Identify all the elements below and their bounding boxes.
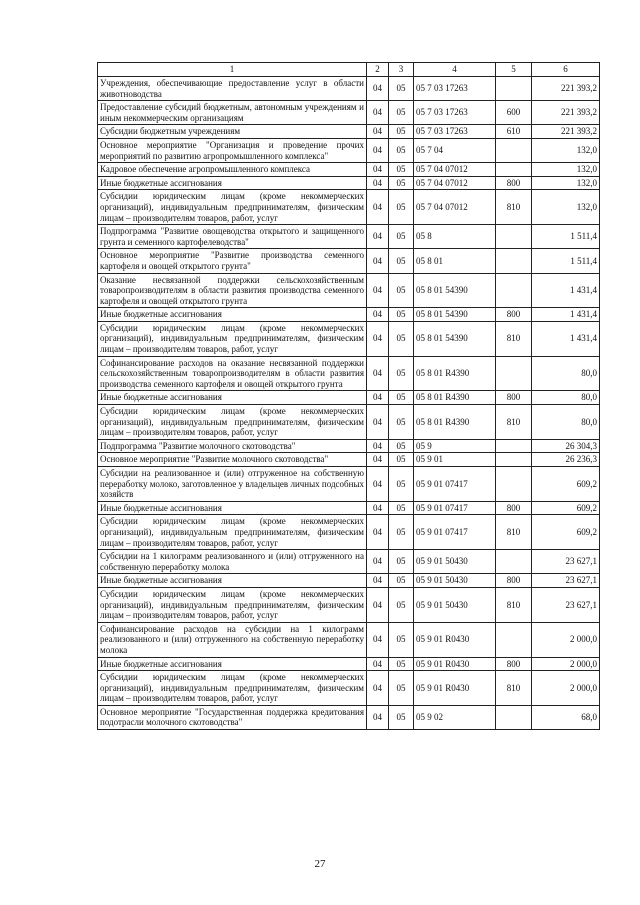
row-section-cell: 04 [367,405,389,440]
row-subsection-cell: 05 [389,391,414,405]
row-name-cell: Субсидии бюджетным учреждениям [98,125,367,139]
row-subsection-cell: 05 [389,574,414,588]
row-name-cell: Иные бюджетные ассигнования [98,501,367,515]
row-subsection-cell: 05 [389,356,414,391]
table-row [98,77,600,101]
table-row [98,622,600,657]
row-target-code-cell: 05 8 01 R4390 [414,391,496,405]
row-section-cell: 04 [367,125,389,139]
row-amount-cell: 26 236,3 [532,453,600,467]
row-amount-cell: 1 431,4 [532,308,600,322]
row-expense-type-cell [496,138,532,162]
header-col-1: 1 [98,63,367,77]
row-amount-cell: 2 000,0 [532,622,600,657]
row-expense-type-cell: 810 [496,405,532,440]
table-row [98,138,600,162]
row-target-code-cell: 05 9 02 [414,705,496,729]
row-expense-type-cell: 800 [496,176,532,190]
row-target-code-cell: 05 9 01 R0430 [414,671,496,706]
table-row [98,405,600,440]
row-subsection-cell: 05 [389,587,414,622]
row-target-code-cell: 05 8 01 R4390 [414,405,496,440]
row-target-code-cell: 05 8 01 54390 [414,321,496,356]
row-expense-type-cell [496,439,532,453]
row-section-cell: 04 [367,356,389,391]
row-amount-cell: 1 431,4 [532,273,600,308]
row-target-code-cell: 05 8 01 54390 [414,273,496,308]
table-row [98,391,600,405]
row-subsection-cell: 05 [389,550,414,574]
row-subsection-cell: 05 [389,671,414,706]
row-subsection-cell: 05 [389,657,414,671]
row-expense-type-cell: 800 [496,308,532,322]
row-section-cell: 04 [367,439,389,453]
row-target-code-cell: 05 9 01 R0430 [414,657,496,671]
row-subsection-cell: 05 [389,125,414,139]
row-expense-type-cell: 810 [496,321,532,356]
budget-table [97,62,600,730]
row-expense-type-cell: 800 [496,657,532,671]
row-expense-type-cell: 810 [496,190,532,225]
row-subsection-cell: 05 [389,439,414,453]
row-subsection-cell: 05 [389,467,414,502]
table-row [98,671,600,706]
row-amount-cell: 23 627,1 [532,574,600,588]
table-row [98,574,600,588]
table-row [98,225,600,249]
row-section-cell: 04 [367,453,389,467]
table-row [98,453,600,467]
row-section-cell: 04 [367,138,389,162]
row-subsection-cell: 05 [389,622,414,657]
row-subsection-cell: 05 [389,101,414,125]
row-amount-cell: 2 000,0 [532,671,600,706]
row-subsection-cell: 05 [389,225,414,249]
table-row [98,515,600,550]
row-name-cell: Основное мероприятие "Развитие производства семенного картофеля и овощей открытого грунта" [98,249,367,273]
row-target-code-cell: 05 7 03 17263 [414,101,496,125]
row-name-cell: Предоставление субсидий бюджетным, автономным учреждениям и иным некоммерческим организациям [98,101,367,125]
row-amount-cell: 1 511,4 [532,249,600,273]
header-col-2: 2 [367,63,389,77]
row-section-cell: 04 [367,176,389,190]
row-expense-type-cell [496,163,532,177]
row-name-cell: Основное мероприятие "Государственная поддержка кредитования подотрасли молочного скотоводства" [98,705,367,729]
row-section-cell: 04 [367,501,389,515]
row-section-cell: 04 [367,321,389,356]
table-row [98,249,600,273]
row-amount-cell: 26 304,3 [532,439,600,453]
row-expense-type-cell: 810 [496,671,532,706]
row-amount-cell: 1 511,4 [532,225,600,249]
row-subsection-cell: 05 [389,273,414,308]
row-target-code-cell: 05 7 04 07012 [414,176,496,190]
row-amount-cell: 23 627,1 [532,550,600,574]
table-row [98,176,600,190]
row-section-cell: 04 [367,574,389,588]
row-expense-type-cell [496,705,532,729]
row-expense-type-cell: 800 [496,501,532,515]
row-subsection-cell: 05 [389,453,414,467]
row-section-cell: 04 [367,225,389,249]
row-expense-type-cell [496,77,532,101]
row-amount-cell: 68,0 [532,705,600,729]
row-section-cell: 04 [367,273,389,308]
row-section-cell: 04 [367,705,389,729]
page-number: 27 [314,858,326,870]
row-expense-type-cell [496,249,532,273]
row-subsection-cell: 05 [389,176,414,190]
row-name-cell: Иные бюджетные ассигнования [98,391,367,405]
row-name-cell: Иные бюджетные ассигнования [98,574,367,588]
table-row [98,467,600,502]
row-amount-cell: 80,0 [532,391,600,405]
row-name-cell: Субсидии юридическим лицам (кроме некоммерческих организаций), индивидуальным предпринимателям, физическим лицам – производителям товаров, работ, услуг [98,515,367,550]
row-subsection-cell: 05 [389,501,414,515]
row-name-cell: Субсидии на реализованное и (или) отгруженное на собственную переработку молоко, заготовленное у владельцев личных подсобных хозяйств [98,467,367,502]
row-amount-cell: 132,0 [532,176,600,190]
row-name-cell: Субсидии юридическим лицам (кроме некоммерческих организаций), индивидуальным предпринимателям, физическим лицам – производителям товаров, работ, услуг [98,405,367,440]
table-header-row [98,63,600,77]
row-section-cell: 04 [367,249,389,273]
row-amount-cell: 132,0 [532,163,600,177]
row-amount-cell: 221 393,2 [532,125,600,139]
row-amount-cell: 1 431,4 [532,321,600,356]
table-row [98,273,600,308]
row-section-cell: 04 [367,77,389,101]
row-expense-type-cell [496,622,532,657]
row-amount-cell: 609,2 [532,515,600,550]
row-amount-cell: 221 393,2 [532,101,600,125]
row-subsection-cell: 05 [389,405,414,440]
row-target-code-cell: 05 9 01 50430 [414,587,496,622]
row-expense-type-cell [496,356,532,391]
row-name-cell: Оказание несвязанной поддержки сельскохозяйственным товаропроизводителям в области развития производства семенного картофеля и овощей открытого грунта [98,273,367,308]
row-expense-type-cell [496,467,532,502]
row-amount-cell: 132,0 [532,190,600,225]
row-section-cell: 04 [367,163,389,177]
table-body [98,77,600,730]
row-target-code-cell: 05 9 01 07417 [414,467,496,502]
row-amount-cell: 609,2 [532,467,600,502]
table-row [98,125,600,139]
row-expense-type-cell: 800 [496,574,532,588]
row-expense-type-cell [496,225,532,249]
row-target-code-cell: 05 9 [414,439,496,453]
row-expense-type-cell: 810 [496,515,532,550]
row-target-code-cell: 05 9 01 50430 [414,574,496,588]
table-row [98,321,600,356]
row-name-cell: Иные бюджетные ассигнования [98,657,367,671]
row-subsection-cell: 05 [389,705,414,729]
row-expense-type-cell: 610 [496,125,532,139]
row-section-cell: 04 [367,308,389,322]
row-name-cell: Основное мероприятие "Организация и проведение прочих мероприятий по развитию агропромышленного комплекса" [98,138,367,162]
row-target-code-cell: 05 8 01 [414,249,496,273]
row-name-cell: Подпрограмма "Развитие овощеводства открытого и защищенного грунта и семенного картофелеводства" [98,225,367,249]
row-target-code-cell: 05 9 01 07417 [414,501,496,515]
row-section-cell: 04 [367,671,389,706]
table-row [98,705,600,729]
row-name-cell: Подпрограмма "Развитие молочного скотоводства" [98,439,367,453]
row-target-code-cell: 05 8 01 R4390 [414,356,496,391]
row-target-code-cell: 05 9 01 [414,453,496,467]
row-subsection-cell: 05 [389,308,414,322]
table-row [98,439,600,453]
row-name-cell: Софинансирование расходов на субсидии на 1 килограмм реализованного и (или) отгруженного на собственную переработку молока [98,622,367,657]
row-amount-cell: 2 000,0 [532,657,600,671]
row-section-cell: 04 [367,467,389,502]
row-name-cell: Субсидии юридическим лицам (кроме некоммерческих организаций), индивидуальным предпринимателям, физическим лицам – производителям товаров, работ, услуг [98,190,367,225]
row-name-cell: Основное мероприятие "Развитие молочного скотоводства" [98,453,367,467]
row-section-cell: 04 [367,515,389,550]
row-amount-cell: 221 393,2 [532,77,600,101]
row-amount-cell: 609,2 [532,501,600,515]
row-target-code-cell: 05 8 [414,225,496,249]
row-section-cell: 04 [367,190,389,225]
row-name-cell: Иные бюджетные ассигнования [98,176,367,190]
row-amount-cell: 132,0 [532,138,600,162]
header-col-5: 5 [496,63,532,77]
row-target-code-cell: 05 8 01 54390 [414,308,496,322]
row-expense-type-cell [496,273,532,308]
row-subsection-cell: 05 [389,77,414,101]
row-name-cell: Субсидии юридическим лицам (кроме некоммерческих организаций), индивидуальным предпринимателям, физическим лицам – производителям товаров, работ, услуг [98,321,367,356]
header-col-3: 3 [389,63,414,77]
table-row [98,356,600,391]
row-section-cell: 04 [367,101,389,125]
table-row [98,190,600,225]
row-subsection-cell: 05 [389,138,414,162]
table-row [98,501,600,515]
row-name-cell: Субсидии юридическим лицам (кроме некоммерческих организаций), индивидуальным предпринимателям, физическим лицам – производителям товаров, работ, услуг [98,587,367,622]
row-target-code-cell: 05 9 01 07417 [414,515,496,550]
row-expense-type-cell: 800 [496,391,532,405]
row-subsection-cell: 05 [389,190,414,225]
row-target-code-cell: 05 7 04 07012 [414,190,496,225]
header-col-6: 6 [532,63,600,77]
table-row [98,587,600,622]
row-subsection-cell: 05 [389,515,414,550]
row-name-cell: Учреждения, обеспечивающие предоставление услуг в области животноводства [98,77,367,101]
row-target-code-cell: 05 7 04 [414,138,496,162]
row-section-cell: 04 [367,550,389,574]
row-name-cell: Кадровое обеспечение агропромышленного комплекса [98,163,367,177]
budget-page [97,62,599,730]
row-amount-cell: 23 627,1 [532,587,600,622]
row-name-cell: Субсидии на 1 килограмм реализованного и (или) отгруженного на собственную переработку молока [98,550,367,574]
row-expense-type-cell [496,550,532,574]
table-row [98,308,600,322]
row-target-code-cell: 05 9 01 R0430 [414,622,496,657]
row-amount-cell: 80,0 [532,356,600,391]
table-row [98,550,600,574]
row-target-code-cell: 05 7 04 07012 [414,163,496,177]
header-col-4: 4 [414,63,496,77]
row-section-cell: 04 [367,622,389,657]
row-target-code-cell: 05 9 01 50430 [414,550,496,574]
row-amount-cell: 80,0 [532,405,600,440]
row-expense-type-cell: 600 [496,101,532,125]
row-name-cell: Субсидии юридическим лицам (кроме некоммерческих организаций), индивидуальным предпринимателям, физическим лицам – производителям товаров, работ, услуг [98,671,367,706]
row-name-cell: Софинансирование расходов на оказание несвязанной поддержки сельскохозяйственным товаропроизводителям в области развития производства семенного картофеля и овощей открытого грунта [98,356,367,391]
row-section-cell: 04 [367,657,389,671]
row-expense-type-cell [496,453,532,467]
row-subsection-cell: 05 [389,163,414,177]
row-name-cell: Иные бюджетные ассигнования [98,308,367,322]
table-row [98,163,600,177]
table-row [98,101,600,125]
row-section-cell: 04 [367,587,389,622]
row-section-cell: 04 [367,391,389,405]
row-subsection-cell: 05 [389,321,414,356]
row-target-code-cell: 05 7 03 17263 [414,77,496,101]
row-expense-type-cell: 810 [496,587,532,622]
row-target-code-cell: 05 7 03 17263 [414,125,496,139]
table-row [98,657,600,671]
row-subsection-cell: 05 [389,249,414,273]
